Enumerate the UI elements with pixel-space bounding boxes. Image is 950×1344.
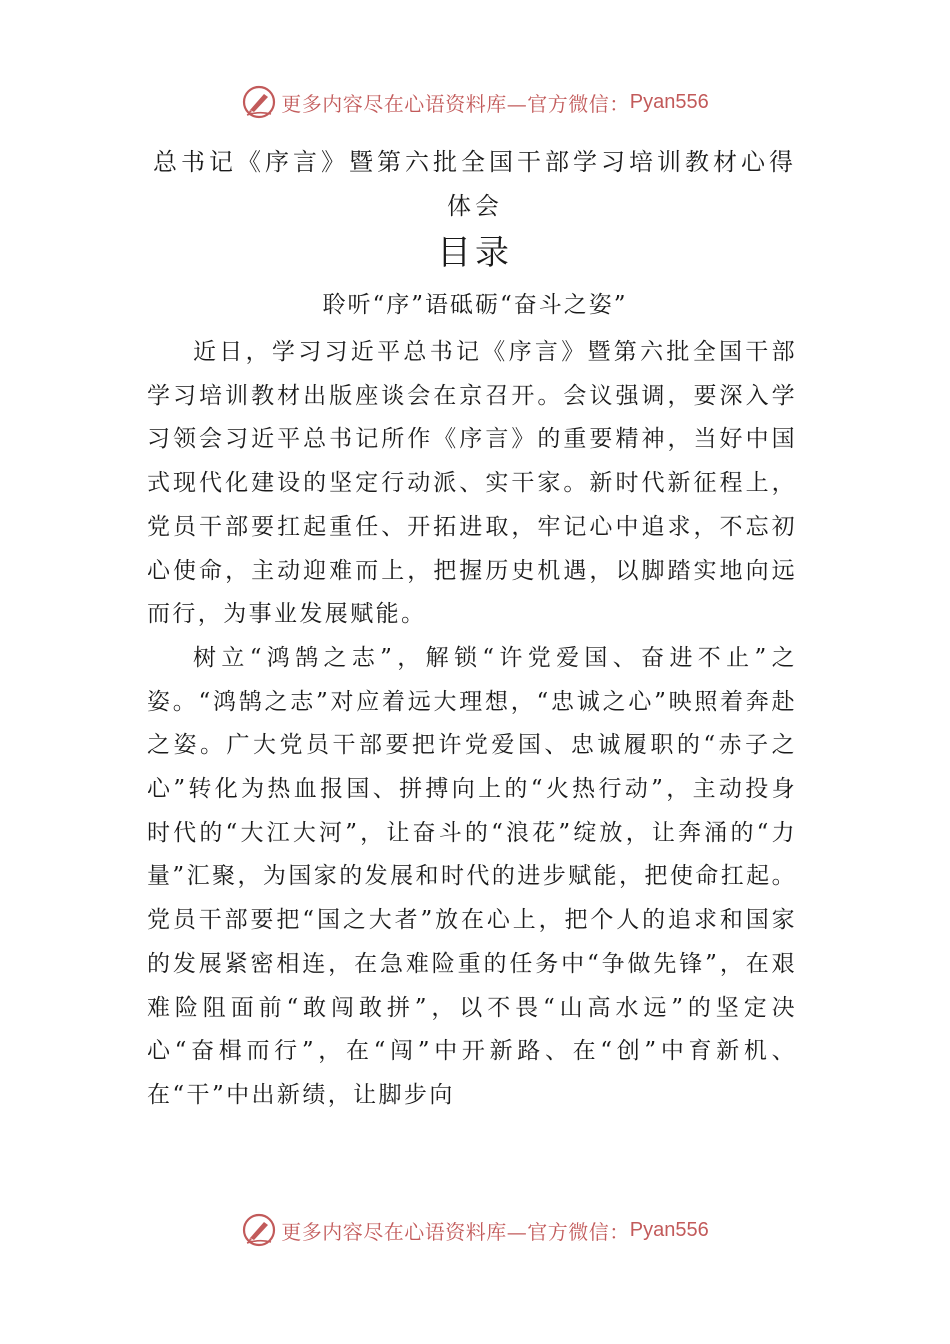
article-body bbox=[147, 331, 797, 1118]
banner-wechat-id: Pyan556 bbox=[629, 1218, 709, 1241]
section-title: 聆听“序”语砥砺“奋斗之姿” bbox=[322, 292, 628, 318]
banner-wechat-id: Pyan556 bbox=[629, 90, 709, 113]
header-watermark-banner bbox=[0, 82, 950, 122]
paragraph: 近日，学习习近平总书记《序言》暨第六批全国干部学习培训教材出版座谈会在京召开。会议强调，要深入学习领会习近平总书记所作《序言》的重要精神，当好中国式现代化建设的坚定行动派、实干家。新时代新征程上，党员干部要扛起重任、开拓进取，牢记心中追求，不忘初心使命，主动迎难而上，把握历史机遇，以脚踏实地向远而行，为事业发展赋能。 bbox=[147, 339, 797, 628]
footer-watermark-banner bbox=[0, 1210, 950, 1250]
pen-logo-icon bbox=[241, 1212, 277, 1248]
pen-logo-icon bbox=[241, 84, 277, 120]
toc-heading: 目录 bbox=[437, 233, 513, 273]
paragraph: 树立“鸿鹄之志”，解锁“许党爱国、奋进不止”之姿。“鸿鹄之志”对应着远大理想，“忠诚之心”映照着奔赴之姿。广大党员干部要把许党爱国、忠诚履职的“赤子之心”转化为热血报国、拼搏向上的“火热行动”，主动投身时代的“大江大河”，让奋斗的“浪花”绽放，让奔涌的“力量”汇聚，为国家的发展和时代的进步赋能，把使命扛起。党员干部要把“国之大者”放在心上，把个人的追求和国家的发展紧密相连，在急难险重的任务中“争做先锋”，在艰难险阻面前“敢闯敢拼”，以不畏“山高水远”的坚定决心“奋楫而行”，在“闯”中开新路、在“创”中育新机、在“干”中出新绩，让脚步向 bbox=[147, 644, 797, 1108]
document-title: 总书记《序言》暨第六批全国干部学习培训教材心得体会 bbox=[153, 148, 797, 220]
banner-text: 更多内容尽在心语资料库—官方微信： bbox=[281, 1219, 630, 1244]
banner-text: 更多内容尽在心语资料库—官方微信： bbox=[281, 91, 630, 116]
